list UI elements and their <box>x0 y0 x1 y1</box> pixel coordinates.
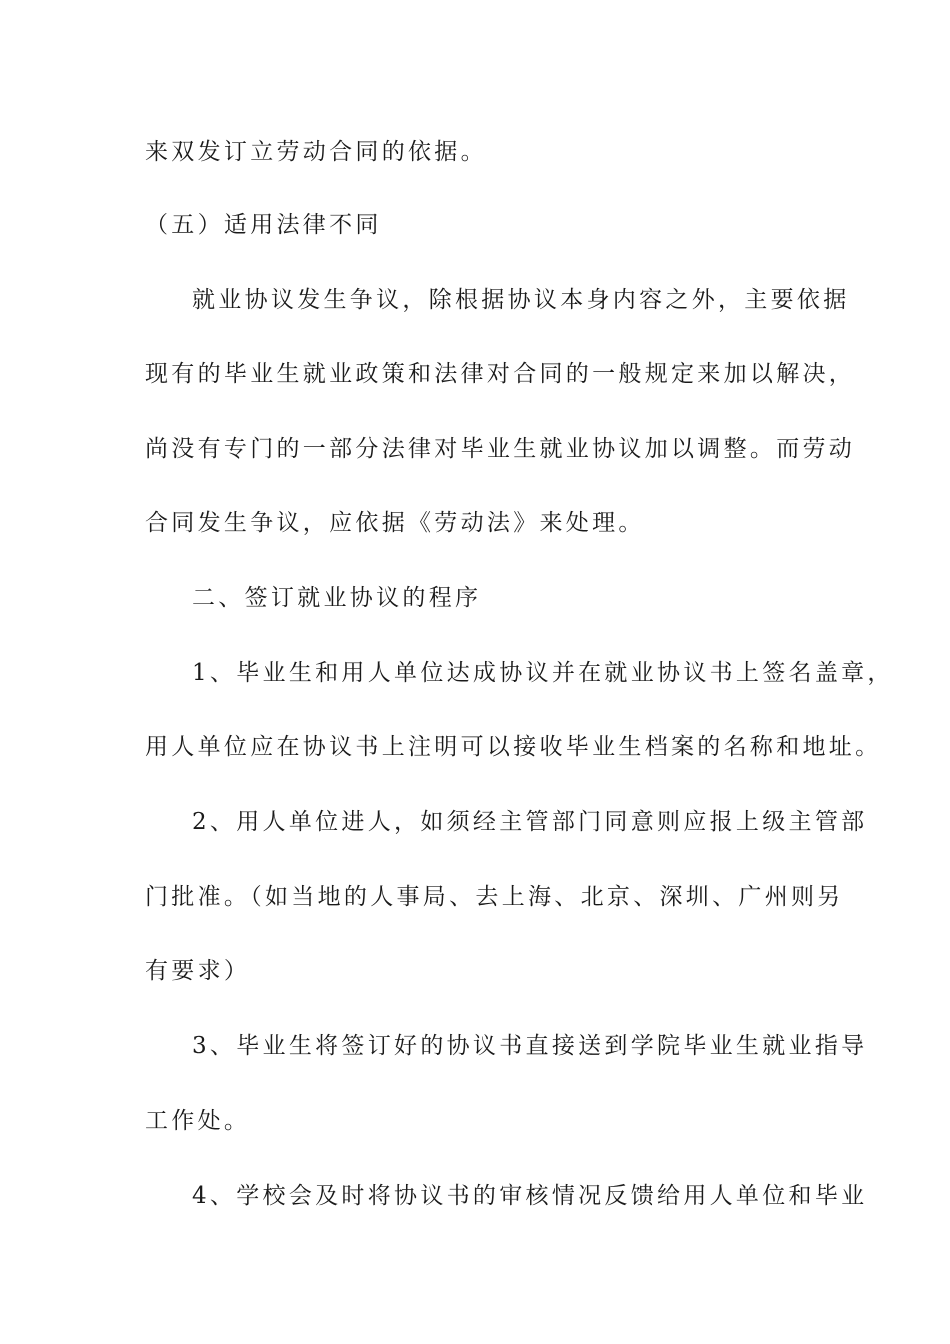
list-item-3-line: 3、毕业生将签订好的协议书直接送到学院毕业生就业指导 <box>192 1033 868 1059</box>
list-item-1-line: 1、毕业生和用人单位达成协议并在就业协议书上签名盖章， <box>192 660 894 686</box>
paragraph-line: 来双发订立劳动合同的依据。 <box>145 139 487 165</box>
section-heading-2: 二、签订就业协议的程序 <box>192 585 482 611</box>
section-heading-5: （五）适用法律不同 <box>145 212 382 238</box>
list-item-2-line: 2、用人单位进人，如须经主管部门同意则应报上级主管部 <box>192 809 868 835</box>
paragraph-line: 现有的毕业生就业政策和法律对合同的一般规定来加以解决， <box>145 361 856 387</box>
paragraph-line: 就业协议发生争议，除根据协议本身内容之外，主要依据 <box>192 287 850 313</box>
paragraph-line: 尚没有专门的一部分法律对毕业生就业协议加以调整。而劳动 <box>145 436 856 462</box>
list-item-3-line: 工作处。 <box>145 1108 251 1134</box>
list-item-2-line: 门批准。（如当地的人事局、去上海、北京、深圳、广州则另 <box>145 884 844 910</box>
list-item-4-line: 4、学校会及时将协议书的审核情况反馈给用人单位和毕业 <box>192 1183 868 1209</box>
paragraph-line: 合同发生争议，应依据《劳动法》来处理。 <box>145 510 645 536</box>
list-item-2-line: 有要求） <box>145 958 251 984</box>
list-item-1-line: 用人单位应在协议书上注明可以接收毕业生档案的名称和地址。 <box>145 734 882 760</box>
